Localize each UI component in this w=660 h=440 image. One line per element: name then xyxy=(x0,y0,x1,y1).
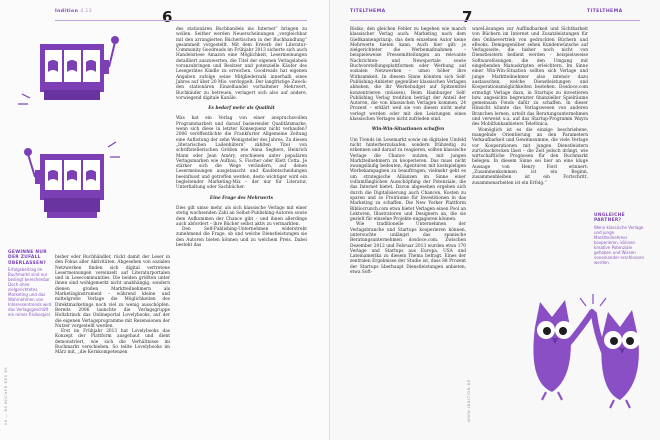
right-page-number: 7 xyxy=(462,8,473,26)
left-column-1 xyxy=(55,255,170,356)
right-sidebar-title-2: PARTNER? xyxy=(594,218,622,224)
right-page xyxy=(330,0,660,440)
right-sidebar-title-1: UNGLEICHE xyxy=(594,213,625,218)
left-sidebar-title-2: DER ZUFALL xyxy=(8,255,41,261)
right-header-rule xyxy=(350,20,640,21)
right-sidebar-text: Wenn klassische Verlage und junge Marktteilnehmer kooperieren, können kreative Potenziale gehoben und Wissen voneinander erschlossen werden. xyxy=(594,224,645,265)
left-header-issue: 4.13 xyxy=(80,9,93,14)
right-column-2 xyxy=(472,27,588,186)
left-column-2 xyxy=(176,27,307,248)
left-sidebar xyxy=(8,250,52,317)
left-col2-para-1: des stationären Buchhandels ins Internet“ bringen zu wollen. Seither werden Neuerscheinungen „vergleichbar mit den arrangierten Büchertischen in der Buchhandlung“ gesammelt vorgestellt. Mit dem Erwerb der Literatur-Community Goodreads im Frühjahr 2013 sicherte sich auch Handelsriese Amazon eine Möglichkeit, Lesermeinungen detailliert auszuwerten, die Titel der eigenen Verlagslabels voranzubringen und Besitzer und potenzielle Käufer des Lesegerätes Kindle zu erreichen. Goodreads hat eigenen Angaben zufolge seine Mitgliederzahl innerhalb eines Jahres auf über 20 Mio. verdoppelt. Der langfristige Zweck: den stationären Einzelhandel vorhaltener Mehrwert, Buchkäufer zu betreuen, verlagert sich also auf andere, vorwiegend digitale Kanäle. xyxy=(176,27,307,101)
slot-machine-top xyxy=(40,36,119,100)
owl-right xyxy=(594,310,640,408)
right-col2-para-1: wareLösungen zur Auffindbarkeit und Sichtbarkeit von Büchern im Internet und Zusatzleistungen für den Onlinevertrieb von gedruckten Büchern und eBooks. Demgegenüber sehen Kundenwünsche auf Verlagsseite, die bisher noch nicht von Dienstleistern bedient werden – beispielsweise Softwarelösungen, die den Umgang mit eingehenden Manuskripten erleichtern. Im Sinne einer Win-Win-Situation sollten sich Verlage und junge Marktteilnehmer also intensiv dazu austauschen, welche Dienstleistungen und Kooperationsmöglichkeiten bestehen. Dosdoce.com ermutigt Verlage dazu, in Startups zu investieren bzw. angesichts begrenzter finanzieller Spielräume gemeinsam Fonds dafür zu schaffen. In dieser Hinsicht könnte das Verlagswesen von anderen Branchen lernen, urteilt das Beratungsunternehmen und verweist u.a. auf das Startup-Programm Wayra des Mobilfunkanbieters Telefónica. xyxy=(472,27,588,128)
left-col1-para-1: bisher oder Buchhändler, rückt damit der Leser in den Fokus aller Aktivitäten. Abgesehen von sozialen Netzwerken finden sich digital vertretene Lesermeinungen vereinzelt auf Literaturportalen und in Lesecommunities. Die beiden größten unter ihnen sind wohlgemerkt nicht unabhängig, sondern dienen großen Marktteilnehmern als Marketinginstrument – während kleine und mittelgroße Verlage die Möglichkeiten des Direktmarketings noch viel zu wenig ausschöpfen. Bereits 2006 launchte die Verlagsgruppe Holtzbrinck das Onlineportal Lovelybooks, auf der die eigenen Verlagsprogramme mit Rezensionen der Nutzer vorgestellt werden. xyxy=(55,255,170,329)
left-vertical-text: 06 — BS BÜCHER DES BS xyxy=(4,366,8,425)
right-header-left: TITELTHEMA xyxy=(350,9,386,14)
high-five-sparks xyxy=(580,294,606,306)
right-col1-para-3: Wie traditionelle Unternehmen der Verlagsbranche und Startups kooperieren können, untersuchte unlängst das spanische Beratungsunternehmen dosdoce.com. Zwischen Dezember 2012 und Februar 2013 wurden etwa 170 Verlage und Startups aus Europa, USA und Lateinamerika zu diesem Thema befragt. Eines der zentralen Ergebnisse der Studie ist, dass 88 Prozent der Startups überhaupt Dienstleistungen anbieten, etwa Soft- xyxy=(350,222,466,276)
right-col2-para-2: Womöglich ist es die einzige beschriebene, mangelnde Orientierung an den Parametern Verkaufbarkeit und Gewinnsumme, die viele Verlage vor Kooperationen mit jungen Dienstleistern zurückschrecken lässt – die Zeit jedoch drängt, wie wirtschaftliche Prognosen für den Buchmarkt belegen. In diesem Sinne sei hier an eine kluge Aussage von Henry Ford erinnert: „Zusammenkommen ist ein Beginn, zusammenbleiben ist ein Fortschritt, zusammenarbeiten ist ein Erfolg.“ xyxy=(472,127,588,186)
left-header-section: Indition xyxy=(55,9,79,14)
left-sidebar-text: Erfolgsbeitrag im Buchmarkt sind nur bedingt berechenbar. Doch ohne zielgerichtetes Marketing und das Wahrnehmen von Interessentrends wird das Verlagsgeschäft ein reines Risikospiel. xyxy=(8,267,52,318)
spark-lines xyxy=(18,94,120,157)
left-col2-para-4: Den Self-Publishing-Unternehmen widerstrebt zunehmend die Frage, ob und welche Dienstleistungen sie den Autoren bieten können und zu welchem Preis. Dabei besteht das xyxy=(176,227,307,248)
right-sidebar xyxy=(594,213,646,265)
right-col1-subheading: Win-Win-Situationen schaffen xyxy=(371,127,445,133)
right-col1-para-1: Risiko, den gleichen Fehler zu begehen wie manch klassischer Verlag auch: Marketing nach dem Gießkannenprinzip, das dem einzelnen Autor keine Mehrwerte bieten kann. Auch hier gilt: je zielgerichteter die Werbemaßnahmen – beispielsweise Pressemitteilungen an relevante Nachrichten- und Newsportale sowie Buchvorstellungsplattformen oder Werbung auf sozialen Netzwerken – umso höher ihre Wirksamkeit. In diesem Sinne könnten sich Self-Publishing-Anbieter gegenüber klassischen Verlagen abheben, die ihr Werbebudget auf Spitzentitel konzentrieren (müssen). Beim Hamburger Self-Publishing Verlag tredition beträgt der Anteil der Autoren, die von klassischen Verlagen kommen, 24 Prozent – erklärt weil sie von diesen nicht mehr verlegt werden oder mit den Leistungen eines klassischen Verlages nicht zufrieden sind. xyxy=(350,27,466,123)
left-col2-para-3: Dies gilt umso mehr, als sich klassische Verlage mit einer stetig wachsenden Zahl an Selbst-Publishing-Autoren sowie dem Aufkommen der Chance gibt – und ihnen allerdings auch abfordert – ihre Bücher selbst aktiv zu vermarkten. xyxy=(176,205,307,227)
left-page-number: 6 xyxy=(162,8,173,26)
left-sidebar-title-3: ÜBERLASSEN? xyxy=(8,260,47,266)
owl-left xyxy=(533,300,592,400)
right-header-right: TITELTHEMA xyxy=(587,9,623,14)
right-vertical-text: WWW.INDITION.DE xyxy=(467,379,471,422)
owls-high-five-illustration xyxy=(510,282,660,412)
left-col2-subheading-2: Eine Frage des Mehrwerts xyxy=(209,195,274,201)
left-col2-subheading-1: Es bedarf mehr als Qualität xyxy=(208,106,275,112)
slot-machine-illustration xyxy=(0,22,125,237)
left-col1-para-2: Erst im Frühjahr 2013 hat Lovelybooks das Konzept der Plattform ausgebaut und dient demonstriert, wie sich die Verhältnisse im Buchmarkt verschieben. So teilte Lovelybooks im März mit, „die Kernkompetenzen xyxy=(55,329,170,356)
right-col1-para-2: Um Trends im Lesemarkt sowie im digitalen Umfeld nicht hinterherzulaufen, sondern frühzeitig zu erkennen und darauf zu reagieren, sollten klassische Verlage die Chance nutzen, mit jungen Marktteilnehmern zu kooperieren. Das muss nicht zwangsläufig bedeuten, Agenturen mit kostspieligen Werbekampagnen zu beauftragen; vielmehr geht es um strategische Allianzen im Sinne einer vollumfänglichen Ausschöpfung der Potenziale, die das Internet bietet. Davon abgesehen ergeben sich durch die Digitalisierung auch Chancen, Kosten zu sparen und so Freiräume für Investitionen in das Marketing zu schaffen. Die New Yorker Plattform Bibliocrunch.com etwa bietet Verlagen einen Pool an Lektoren, Illustratoren und Designern an, die sie gezielt für einzelne Projekte engagieren können. xyxy=(350,137,466,223)
left-sidebar-title-1: GEWINNE NUR xyxy=(8,250,47,255)
left-header xyxy=(55,9,92,14)
right-column-1 xyxy=(350,27,466,275)
left-header-rule xyxy=(55,20,307,21)
slot-machine-bottom xyxy=(24,148,104,218)
left-col2-para-2: Was hat ein Verlag von einer anspruchsvollen Programmarbeit und darauf basierender Qualitätsmarke, wenn sich diese in letzter Konsequenz nicht verkaufen? 2006 veröffentlichte die Frankfurter Allgemeine Zeitung eine Auflistung der zehn Wenigsteller des Jahres. Zu diesen „literarischen Ladenhütern“ zählten Titel von schriftstellerischen Größen wie Anna Seghers, Heinrich Mann oder Jean Améry, erschienen unter populären Verlagsmarken wie Aufbau, S. Fischer oder Klett Cotta. Je stärker sich die Wege verändern, auf denen Lesermeinungen ausgetauscht und Kaufentscheidungen beeinflusst und getroffen werden, desto wichtiger wird ein begleitender Marketing-Mix – der nur für Literatur, Unterhaltung oder Sachbücher. xyxy=(176,116,307,191)
